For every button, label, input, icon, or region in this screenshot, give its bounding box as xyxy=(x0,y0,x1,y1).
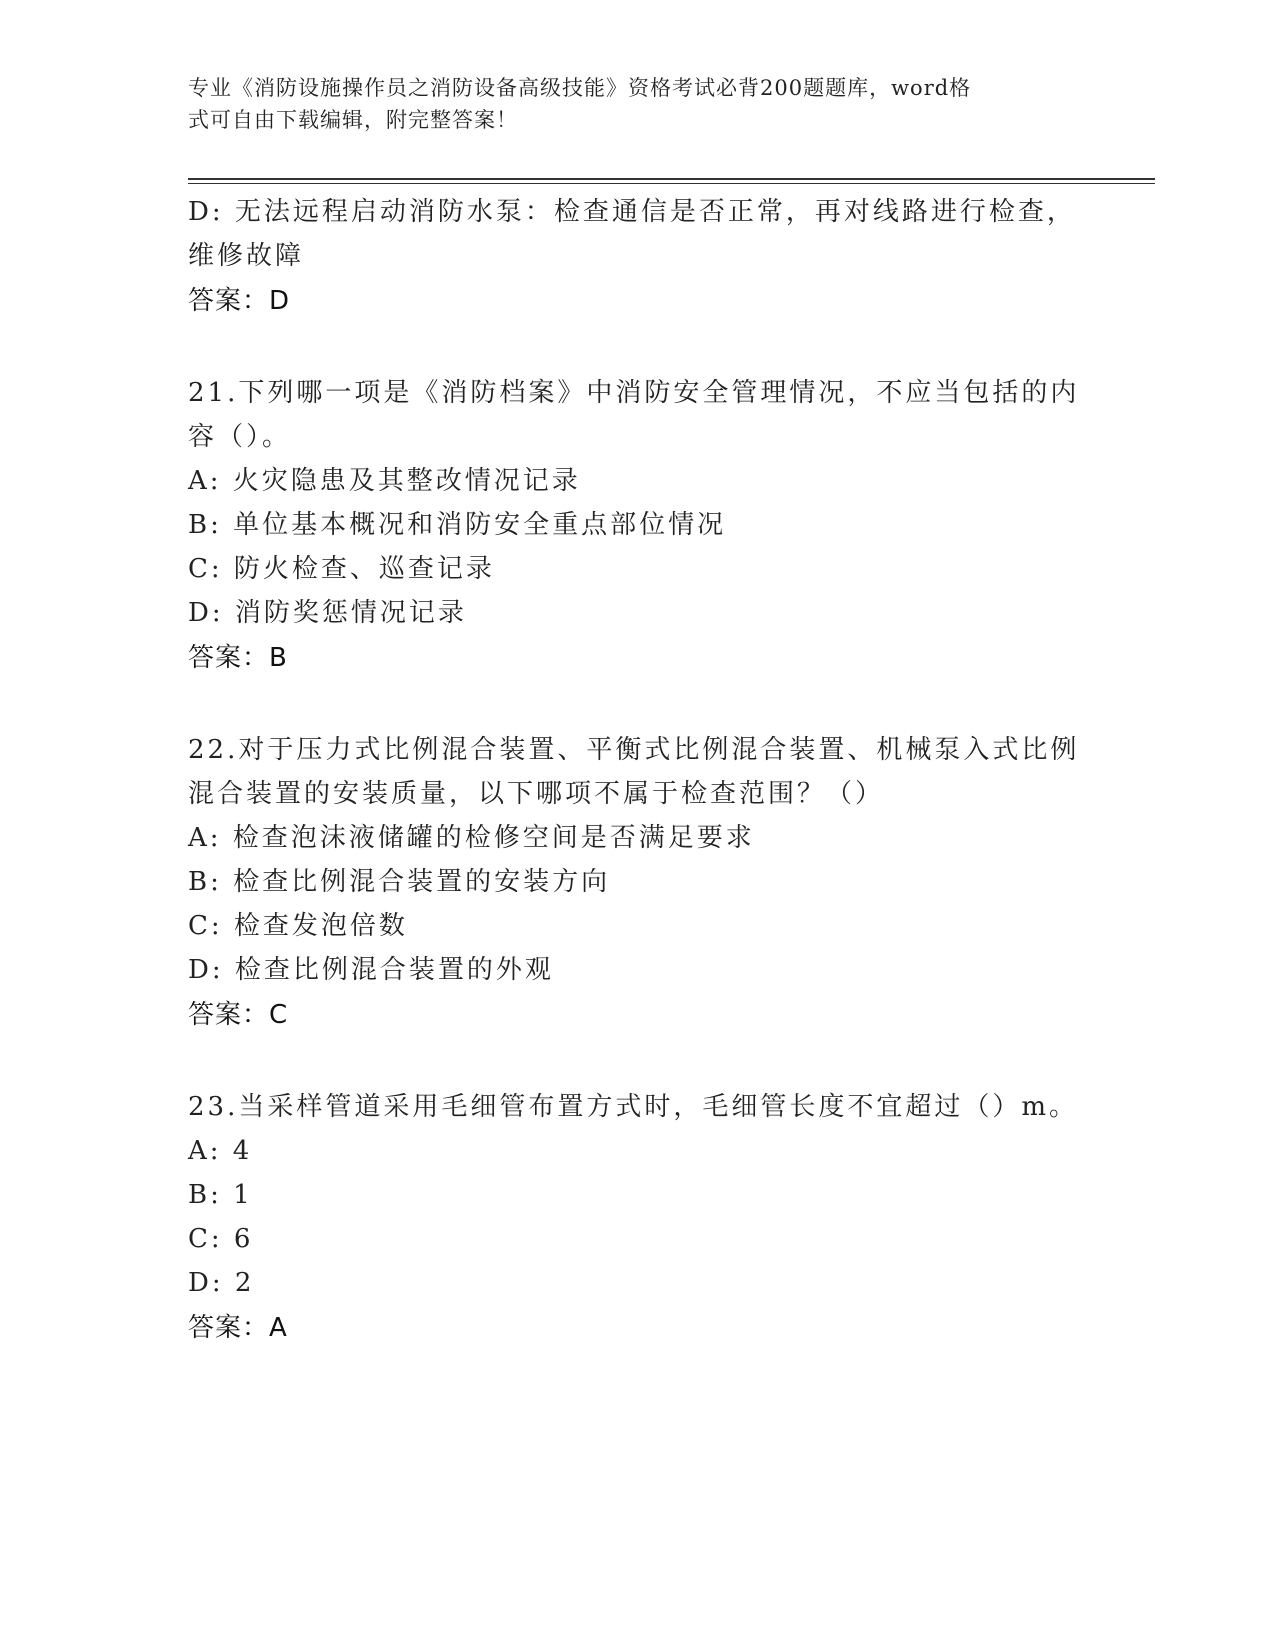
header-line-1: 专业《消防设施操作员之消防设备高级技能》资格考试必背200题题库，word格 xyxy=(188,76,972,100)
question-content xyxy=(188,190,1088,1351)
option-c: C: 检查发泡倍数 xyxy=(188,911,408,941)
spacer xyxy=(188,1038,1088,1085)
option-d: D: 检查比例混合装置的外观 xyxy=(188,955,554,985)
spacer xyxy=(188,324,1088,371)
previous-question-tail xyxy=(188,190,1088,324)
option-a: A: 火灾隐患及其整改情况记录 xyxy=(188,466,581,496)
option-c: C: 防火检查、巡查记录 xyxy=(188,554,495,584)
option-d: D: 消防奖惩情况记录 xyxy=(188,598,467,628)
option-a: A: 检查泡沫液储罐的检修空间是否满足要求 xyxy=(188,823,755,853)
header-divider-thick xyxy=(188,178,1155,180)
option-a: A: 4 xyxy=(188,1136,253,1166)
question-stem-continued: 容（）。 xyxy=(188,422,292,452)
question-22 xyxy=(188,728,1088,1038)
header-line-2: 式可自由下载编辑，附完整答案！ xyxy=(188,108,518,132)
answer-line: 答案：B xyxy=(188,643,288,673)
document-header xyxy=(188,72,1068,136)
option-b: B: 检查比例混合装置的安装方向 xyxy=(188,867,611,897)
question-stem-continued: 混合装置的安装质量，以下哪项不属于检查范围？（） xyxy=(188,779,885,809)
question-23 xyxy=(188,1085,1088,1351)
question-21 xyxy=(188,371,1088,681)
question-stem: 21.下列哪一项是《消防档案》中消防安全管理情况，不应当包括的内 xyxy=(188,378,1080,408)
question-stem: 22.对于压力式比例混合装置、平衡式比例混合装置、机械泵入式比例 xyxy=(188,735,1080,765)
option-d: D: 2 xyxy=(188,1268,255,1298)
option-d-continued: 维修故障 xyxy=(188,241,305,271)
answer-line: 答案：A xyxy=(188,1313,288,1343)
option-c: C: 6 xyxy=(188,1224,254,1254)
answer-line: 答案：C xyxy=(188,1000,289,1030)
header-divider-thin xyxy=(188,183,1155,184)
question-stem: 23.当采样管道采用毛细管布置方式时，毛细管长度不宜超过（）m。 xyxy=(188,1092,1079,1122)
option-d: D: 无法远程启动消防水泵：检查通信是否正常，再对线路进行检查， xyxy=(188,197,1076,227)
option-b: B: 1 xyxy=(188,1180,253,1210)
spacer xyxy=(188,681,1088,728)
answer-line: 答案：D xyxy=(188,286,291,316)
option-b: B: 单位基本概况和消防安全重点部位情况 xyxy=(188,510,727,540)
